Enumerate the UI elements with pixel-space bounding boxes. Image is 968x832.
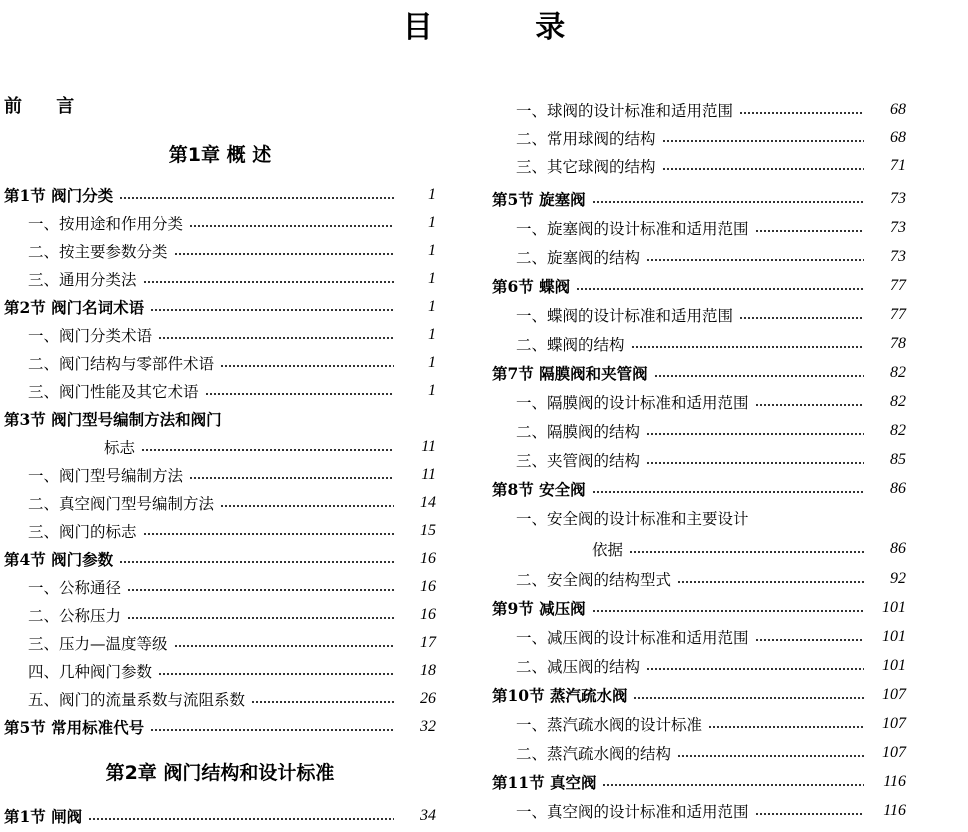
toc-entry: 二、真空阀门型号编制方法 14 <box>28 494 436 513</box>
toc-entry: 二、隔膜阀的结构 82 <box>516 422 906 441</box>
toc-entry: 一、阀门分类术语 1 <box>28 326 436 345</box>
toc-entry: 一、真空阀的设计标准和适用范围 116 <box>516 802 906 821</box>
toc-entry: 二、减压阀的结构 101 <box>516 657 906 676</box>
toc-entry: 第7节 隔膜阀和夹管阀 82 <box>492 364 906 383</box>
toc-entry: 一、蝶阀的设计标准和适用范围 77 <box>516 306 906 325</box>
toc-entry: 三、阀门性能及其它术语 1 <box>28 382 436 401</box>
toc-entry: 三、阀门的标志 15 <box>28 522 436 541</box>
toc-entry: 第10节 蒸汽疏水阀 107 <box>492 686 906 705</box>
toc-entry: 一、减压阀的设计标准和适用范围 101 <box>516 628 906 647</box>
page-title: 目 录 <box>402 10 612 45</box>
chapter-1-heading: 第1章 概 述 <box>168 144 272 166</box>
chapter-2-heading: 第2章 阀门结构和设计标准 <box>105 762 335 784</box>
toc-entry: 依据 86 <box>592 540 906 559</box>
toc-entry: 第11节 真空阀 116 <box>492 773 906 792</box>
toc-entry: 四、几种阀门参数 18 <box>28 662 436 681</box>
toc-entry: 二、常用球阀的结构 68 <box>516 129 906 148</box>
toc-entry: 第8节 安全阀 86 <box>492 480 906 499</box>
toc-entry: 一、安全阀的设计标准和主要设计 <box>516 510 749 528</box>
toc-entry: 第9节 减压阀 101 <box>492 599 906 618</box>
toc-entry: 标志 11 <box>104 438 436 457</box>
preface-heading: 前 言 <box>4 96 89 117</box>
toc-entry: 第3节 阀门型号编制方法和阀门 <box>4 410 222 429</box>
toc-entry: 一、阀门型号编制方法 11 <box>28 466 436 485</box>
toc-entry: 二、阀门结构与零部件术语 1 <box>28 354 436 373</box>
toc-entry: 第5节 旋塞阀 73 <box>492 190 906 209</box>
toc-entry: 三、夹管阀的结构 85 <box>516 451 906 470</box>
toc-entry: 三、通用分类法 1 <box>28 270 436 289</box>
toc-entry: 二、公称压力 16 <box>28 606 436 625</box>
toc-entry: 二、按主要参数分类 1 <box>28 242 436 261</box>
toc-entry: 一、旋塞阀的设计标准和适用范围 73 <box>516 219 906 238</box>
toc-entry: 第4节 阀门参数 16 <box>4 550 436 569</box>
toc-entry: 一、公称通径 16 <box>28 578 436 597</box>
toc-entry: 一、按用途和作用分类 1 <box>28 214 436 233</box>
toc-entry: 第2节 阀门名词术语 1 <box>4 298 436 317</box>
toc-entry: 五、阀门的流量系数与流阻系数 26 <box>28 690 436 709</box>
toc-entry: 一、球阀的设计标准和适用范围 68 <box>516 101 906 120</box>
toc-entry: 三、压力—温度等级 17 <box>28 634 436 653</box>
toc-entry: 二、蝶阀的结构 78 <box>516 335 906 354</box>
toc-entry: 二、蒸汽疏水阀的结构 107 <box>516 744 906 763</box>
toc-entry: 一、蒸汽疏水阀的设计标准 107 <box>516 715 906 734</box>
toc-entry: 三、其它球阀的结构 71 <box>516 157 906 176</box>
toc-entry: 二、安全阀的结构型式 92 <box>516 570 906 589</box>
toc-entry: 第1节 闸阀 34 <box>4 807 436 826</box>
toc-entry: 一、隔膜阀的设计标准和适用范围 82 <box>516 393 906 412</box>
toc-entry: 二、旋塞阀的结构 73 <box>516 248 906 267</box>
toc-entry: 第1节 阀门分类 1 <box>4 186 436 205</box>
toc-entry: 第5节 常用标准代号 32 <box>4 718 436 737</box>
toc-entry: 第6节 蝶阀 77 <box>492 277 906 296</box>
